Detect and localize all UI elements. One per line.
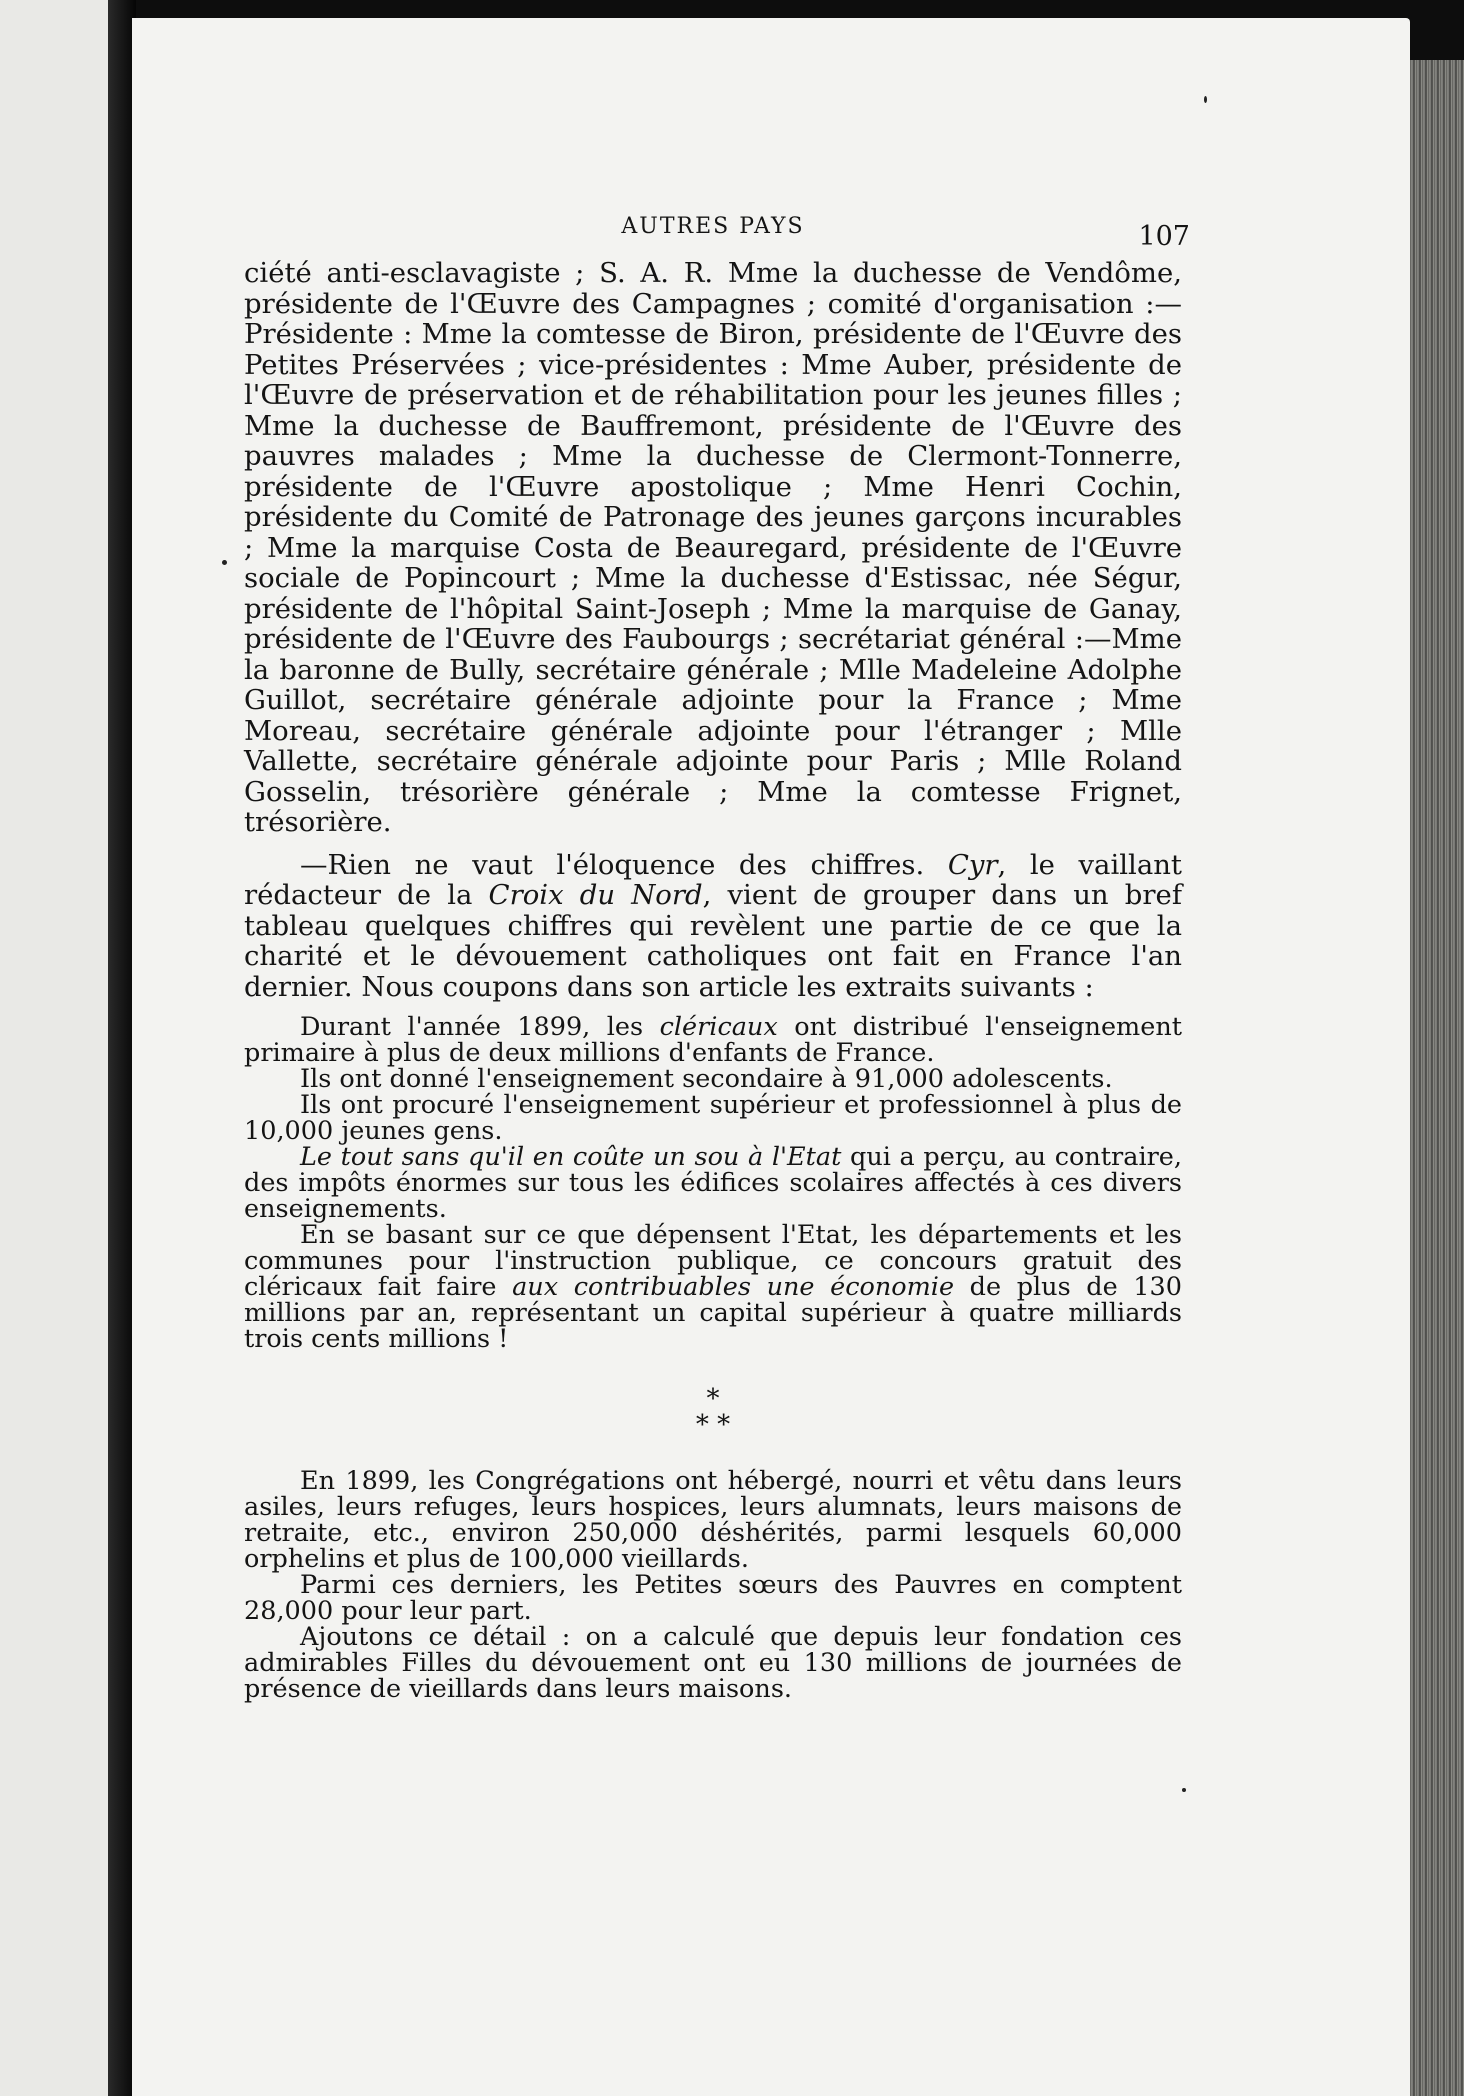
section-paragraph: Ajoutons ce détail : on a calculé que depuis leur fondation ces admirables Filles du dévouement ont eu 130 millions de journées de présence de vieillards dans leurs maisons. — [244, 1622, 1182, 1704]
quote-paragraph: En se basant sur ce que dépensent l'Etat, les départements et les communes pour l'instruction publique, ce concours gratuit des cléricaux fait faire aux contribuables une économie de plus de 130 millions par an, représentant un capital supérieur à quatre milliards trois cents millions ! — [244, 1220, 1182, 1354]
margin-speck — [222, 560, 227, 565]
page-stack-edge — [1410, 60, 1464, 2096]
running-title: AUTRES PAYS — [621, 214, 805, 239]
page-header — [244, 212, 1190, 252]
section-paragraph: En 1899, les Congrégations ont hébergé, nourri et vêtu dans leurs asiles, leurs refuges, leurs hospices, leurs alumnats, leurs maisons de retraite, etc., environ 250,000 déshérités, parmi lesquels 60,000 orphelins et plus de 100,000 vieillards. — [244, 1466, 1182, 1574]
asterism-divider: * * * — [695, 1384, 731, 1440]
quote-paragraph: Durant l'année 1899, les cléricaux ont distribué l'enseignement primaire à plus de deux millions d'enfants de France. — [244, 1012, 1182, 1068]
margin-speck — [1204, 96, 1207, 103]
quote-paragraph: Ils ont donné l'enseignement secondaire à 91,000 adolescents. — [300, 1064, 1113, 1094]
quote-paragraph: Le tout sans qu'il en coûte un sou à l'Etat qui a perçu, au contraire, des impôts énormes sur tous les édifices scolaires affectés à ces divers enseignements. — [244, 1142, 1182, 1224]
margin-speck — [1182, 1788, 1186, 1792]
committee-paragraph: ciété anti-esclavagiste ; S. A. R. Mme la duchesse de Vendôme, présidente de l'Œuvre des Campagnes ; comité d'organisation :—Présidente : Mme la comtesse de Biron, présidente de l'Œuvre des Petites Préservées ; vice-présidentes : Mme Auber, présidente de l'Œuvre de préservation et de réhabilitation pour les jeunes filles ; Mme la duchesse de Bauffremont, présidente de l'Œuvre des pauvres malades ; Mme la duchesse de Clermont-Tonnerre, présidente de l'Œuvre apostolique ; Mme Henri Cochin, présidente du Comité de Patronage des jeunes garçons incurables ; Mme la marquise Costa de Beauregard, présidente de l'Œuvre sociale de Popincourt ; Mme la duchesse d'Estissac, née Ségur, présidente de l'hôpital Saint-Joseph ; Mme la marquise de Ganay, présidente de l'Œuvre des Faubourgs ; secrétariat général :—Mme la baronne de Bully, secrétaire générale ; Mlle Madeleine Adolphe Guillot, secrétaire générale adjointe pour la France ; Mme Moreau, secrétaire générale adjointe pour l'étranger ; Mlle Vallette, secrétaire générale adjointe pour Paris ; Mlle Roland Gosselin, trésorière générale ; Mme la comtesse Frignet, trésorière. — [244, 257, 1182, 838]
intro-paragraph: —Rien ne vaut l'éloquence des chiffres. Cyr, le vaillant rédacteur de la Croix du Nord, vient de grouper dans un bref tableau quelques chiffres qui revèlent une partie de ce que la charité et le dévouement catholiques ont fait en France l'an dernier. Nous coupons dans son article les extraits suivants : — [244, 848, 1182, 1003]
section-paragraph: Parmi ces derniers, les Petites sœurs des Pauvres en comptent 28,000 pour leur part. — [244, 1570, 1182, 1626]
facing-page-edge — [0, 0, 118, 2096]
page-text — [244, 212, 1190, 1704]
congregations-section — [244, 1468, 1182, 1702]
quote-paragraph: Ils ont procuré l'enseignement supérieur et professionnel à plus de 10,000 jeunes gens. — [244, 1090, 1182, 1146]
page-number: 107 — [1138, 221, 1190, 252]
quoted-extract — [244, 1014, 1182, 1352]
